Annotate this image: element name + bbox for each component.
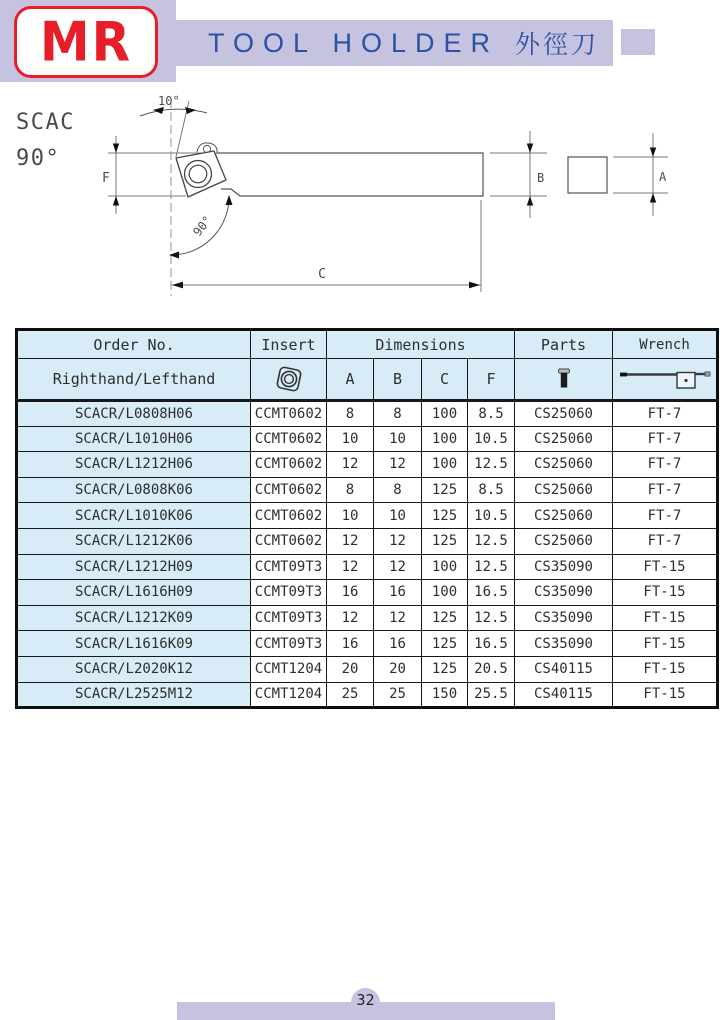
- torque-wrench-icon: [617, 366, 713, 392]
- dim-b-cell: 12: [374, 605, 422, 631]
- table-row: [17, 682, 718, 708]
- dim-a-cell: 12: [327, 605, 374, 631]
- dim-f-cell: 12.5: [468, 528, 515, 554]
- dim-f-cell: 16.5: [468, 580, 515, 606]
- dim-f-cell: 8.5: [468, 477, 515, 503]
- dim-c-cell: 125: [422, 631, 468, 657]
- arrowhead: [153, 107, 164, 114]
- col-header-hand: Righthand/Lefthand: [17, 359, 251, 401]
- table-row: [17, 656, 718, 682]
- insert-cell: CCMT0602: [251, 452, 327, 478]
- table-header-row-1: [17, 330, 718, 359]
- table-body: [17, 401, 718, 708]
- insert-cell: CCMT0602: [251, 401, 327, 427]
- table-header-row-2: [17, 359, 718, 401]
- dim-b-cell: 20: [374, 656, 422, 682]
- dim-a-cell: 8: [327, 477, 374, 503]
- parts-cell: CS35090: [515, 631, 613, 657]
- arrowhead: [527, 196, 533, 206]
- dim-f-cell: 12.5: [468, 452, 515, 478]
- insert-cell: CCMT09T3: [251, 631, 327, 657]
- col-header-dim-a: A: [327, 359, 374, 401]
- dim-a-cell: 25: [327, 682, 374, 708]
- dim-f-cell: 10.5: [468, 503, 515, 529]
- dim-c-cell: 125: [422, 656, 468, 682]
- dim-f-cell: 16.5: [468, 631, 515, 657]
- insert-screw-outer: [185, 161, 212, 188]
- wrench-cell: FT-7: [613, 528, 718, 554]
- dim-c-cell: 125: [422, 528, 468, 554]
- table-row: [17, 477, 718, 503]
- col-header-insert: Insert: [251, 330, 327, 359]
- dim-b-cell: 25: [374, 682, 422, 708]
- parts-cell: CS40115: [515, 682, 613, 708]
- dim-f-cell: 10.5: [468, 426, 515, 452]
- dim-f-cell: 12.5: [468, 605, 515, 631]
- dim-a-cell: 12: [327, 452, 374, 478]
- parts-cell: CS25060: [515, 477, 613, 503]
- table-row: [17, 554, 718, 580]
- insert-icon-cell: [251, 359, 327, 401]
- order-no-cell: SCACR/L1010H06: [17, 426, 251, 452]
- wrench-cell: FT-7: [613, 452, 718, 478]
- dim-c-cell: 100: [422, 554, 468, 580]
- wrench-cell: FT-7: [613, 477, 718, 503]
- insert-cell: CCMT0602: [251, 503, 327, 529]
- insert-cell: CCMT1204: [251, 682, 327, 708]
- dim-b-cell: 16: [374, 580, 422, 606]
- arrowhead: [527, 144, 533, 154]
- dim-b-cell: 12: [374, 452, 422, 478]
- parts-cell: CS25060: [515, 503, 613, 529]
- arrowhead: [113, 144, 119, 154]
- order-no-cell: SCACR/L1616H09: [17, 580, 251, 606]
- dim-b-cell: 12: [374, 528, 422, 554]
- tool-holder-technical-drawing: [0, 0, 720, 330]
- dim-b-cell: 8: [374, 401, 422, 427]
- wrench-cell: FT-15: [613, 554, 718, 580]
- dim-a-cell: 8: [327, 401, 374, 427]
- dim-a-cell: 16: [327, 580, 374, 606]
- dim-c-cell: 100: [422, 452, 468, 478]
- col-header-dim-b: B: [374, 359, 422, 401]
- insert-cell: CCMT09T3: [251, 580, 327, 606]
- dim-f-cell: 12.5: [468, 554, 515, 580]
- dim-c-cell: 100: [422, 426, 468, 452]
- col-header-dimensions: Dimensions: [327, 330, 515, 359]
- table-row: [17, 605, 718, 631]
- col-header-parts: Parts: [515, 330, 613, 359]
- arrowhead: [113, 196, 119, 206]
- dim-b-label: B: [537, 171, 545, 185]
- parts-cell: CS40115: [515, 656, 613, 682]
- order-no-cell: SCACR/L2525M12: [17, 682, 251, 708]
- wrench-cell: FT-15: [613, 682, 718, 708]
- order-no-cell: SCACR/L1616K09: [17, 631, 251, 657]
- order-no-cell: SCACR/L1212H06: [17, 452, 251, 478]
- dim-f-cell: 8.5: [468, 401, 515, 427]
- corner-angle-label: 90°: [190, 213, 215, 239]
- insert-cell: CCMT0602: [251, 426, 327, 452]
- dim-a-cell: 10: [327, 426, 374, 452]
- insert-cell: CCMT09T3: [251, 554, 327, 580]
- col-header-order-no: Order No.: [17, 330, 251, 359]
- wrench-cell: FT-15: [613, 580, 718, 606]
- shank-outline: [214, 153, 483, 196]
- insert-top-view-icon: [273, 364, 305, 394]
- page-title: TOOL HOLDER: [208, 27, 500, 58]
- wrench-cell: FT-7: [613, 401, 718, 427]
- arrowhead: [172, 282, 183, 289]
- dim-c-cell: 100: [422, 401, 468, 427]
- table-row: [17, 452, 718, 478]
- order-no-cell: SCACR/L0808K06: [17, 477, 251, 503]
- series-label: SCAC: [16, 110, 75, 135]
- col-header-wrench: Wrench: [613, 330, 718, 359]
- order-no-cell: SCACR/L0808H06: [17, 401, 251, 427]
- order-no-cell: SCACR/L1212K09: [17, 605, 251, 631]
- wrench-cell: FT-7: [613, 426, 718, 452]
- series-angle-label: 90°: [16, 146, 61, 171]
- dim-a-label: A: [659, 170, 667, 184]
- table-row: [17, 528, 718, 554]
- insert-cell: CCMT0602: [251, 477, 327, 503]
- page-title-chinese: 外徑刀: [515, 30, 600, 59]
- insert-cell: CCMT09T3: [251, 605, 327, 631]
- dim-a-cell: 12: [327, 528, 374, 554]
- arrowhead: [169, 252, 179, 259]
- dim-f-cell: 25.5: [468, 682, 515, 708]
- dim-b-cell: 12: [374, 554, 422, 580]
- parts-cell: CS25060: [515, 528, 613, 554]
- table-row: [17, 580, 718, 606]
- dim-c-cell: 100: [422, 580, 468, 606]
- page-number: 32: [356, 991, 375, 1009]
- wrench-icon-cell: [613, 359, 718, 401]
- dim-c-cell: 125: [422, 503, 468, 529]
- arrowhead: [650, 148, 656, 158]
- dim-a-cell: 10: [327, 503, 374, 529]
- wrench-cell: FT-15: [613, 656, 718, 682]
- parts-icon-cell: [515, 359, 613, 401]
- dim-b-cell: 8: [374, 477, 422, 503]
- order-no-cell: SCACR/L1212K06: [17, 528, 251, 554]
- order-no-cell: SCACR/L1212H09: [17, 554, 251, 580]
- spec-table: [15, 328, 719, 709]
- dim-a-cell: 16: [327, 631, 374, 657]
- parts-cell: CS35090: [515, 580, 613, 606]
- dim-c-cell: 150: [422, 682, 468, 708]
- rake-angle-arc: [140, 109, 207, 116]
- arrowhead: [469, 282, 480, 289]
- order-no-cell: SCACR/L1010K06: [17, 503, 251, 529]
- parts-cell: CS35090: [515, 554, 613, 580]
- wrench-cell: FT-7: [613, 503, 718, 529]
- wrench-cell: FT-15: [613, 605, 718, 631]
- dim-a-cell: 12: [327, 554, 374, 580]
- arrowhead: [226, 195, 233, 205]
- shank-end-view: [568, 157, 607, 193]
- wrench-cell: FT-15: [613, 631, 718, 657]
- table-row: [17, 426, 718, 452]
- spec-table-wrap: [15, 328, 719, 709]
- brand-logo-text: MR: [39, 10, 133, 74]
- table-row: [17, 503, 718, 529]
- parts-cell: CS35090: [515, 605, 613, 631]
- dim-b-cell: 10: [374, 426, 422, 452]
- dim-f-label: F: [102, 171, 110, 186]
- dim-b-cell: 16: [374, 631, 422, 657]
- parts-cell: CS25060: [515, 452, 613, 478]
- col-header-dim-c: C: [422, 359, 468, 401]
- dim-f-cell: 20.5: [468, 656, 515, 682]
- dim-c-cell: 125: [422, 477, 468, 503]
- clamp-screw-icon: [556, 367, 572, 391]
- insert-cell: CCMT0602: [251, 528, 327, 554]
- rake-angle-label: 10°: [158, 94, 180, 108]
- insert-cell: CCMT1204: [251, 656, 327, 682]
- dim-b-cell: 10: [374, 503, 422, 529]
- dim-a-cell: 20: [327, 656, 374, 682]
- table-row: [17, 401, 718, 427]
- dim-c-cell: 125: [422, 605, 468, 631]
- parts-cell: CS25060: [515, 401, 613, 427]
- dim-c-label: C: [318, 267, 326, 282]
- table-row: [17, 631, 718, 657]
- parts-cell: CS25060: [515, 426, 613, 452]
- order-no-cell: SCACR/L2020K12: [17, 656, 251, 682]
- col-header-dim-f: F: [468, 359, 515, 401]
- arrowhead: [650, 193, 656, 203]
